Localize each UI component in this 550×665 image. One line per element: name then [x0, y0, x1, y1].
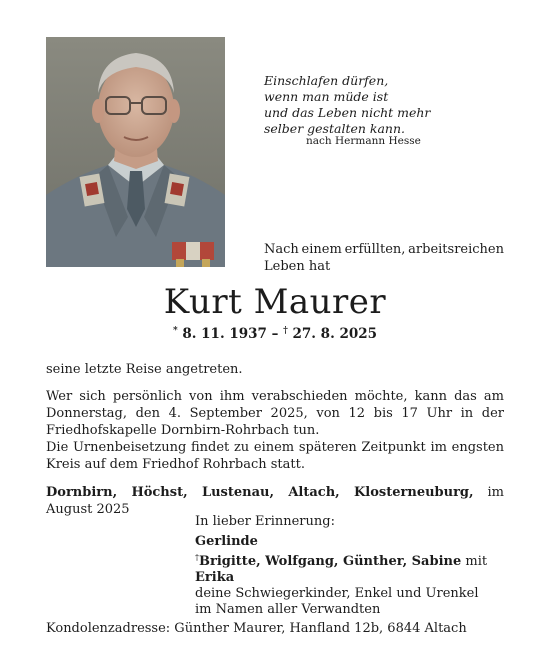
cross-symbol: †	[195, 553, 199, 562]
intro-word: arbeitsreichen	[408, 242, 504, 257]
portrait-illustration	[46, 37, 225, 267]
mourner-partner: Erika	[195, 570, 235, 585]
death-date: 27. 8. 2025	[292, 326, 378, 342]
life-dates	[0, 326, 550, 342]
quote-attribution: nach Hermann Hesse	[306, 135, 421, 147]
deceased-name: Kurt Maurer	[163, 282, 387, 322]
mourner-line: deine Schwiegerkinder, Enkel und Urenkel	[195, 586, 479, 601]
quote-line: Einschlafen dürfen,	[264, 73, 389, 88]
mourner-line: im Namen aller Verwandten	[195, 602, 381, 617]
intro-line-2: Leben hat	[264, 259, 331, 274]
mourner-first: Gerlinde	[195, 534, 258, 549]
farewell-paragraph: Wer sich persönlich von ihm verabschieden möchte, kann das am Donnerstag, den 4. September 2025, von 12 bis 17 Uhr in der Friedhofskapelle Dornbirn-Rohrbach tun.	[46, 389, 504, 438]
burial-paragraph: Die Urnenbeisetzung findet zu einem späteren Zeitpunkt im engsten Kreis auf dem Friedhof Rohrbach statt.	[46, 440, 504, 472]
quote-line: und das Leben nicht mehr	[264, 105, 431, 120]
quote-line: wenn man müde ist	[264, 89, 389, 104]
death-symbol: †	[283, 326, 288, 336]
places: Dornbirn, Höchst, Lustenau, Altach, Klosterneuburg,	[46, 485, 474, 500]
portrait-photo	[46, 37, 225, 267]
quote	[264, 73, 504, 137]
mourner-connector: mit	[465, 554, 488, 569]
body-paragraph: seine letzte Reise angetreten.	[46, 362, 243, 377]
mourner-children: Brigitte, Wolfgang, Günther, Sabine	[199, 554, 462, 569]
birth-date: 8. 11. 1937 –	[182, 326, 279, 342]
intro-word: Nach	[264, 242, 299, 257]
intro-text	[264, 241, 504, 275]
condolence-address: Kondolenzadresse: Günther Maurer, Hanfland 12b, 6844 Altach	[46, 621, 467, 636]
quote-line: selber gestalten kann.	[264, 121, 405, 136]
mourners-block	[195, 514, 515, 618]
intro-word: einem	[301, 242, 342, 257]
intro-word: erfüllten,	[344, 242, 406, 257]
place-date: im August 2025	[46, 485, 504, 517]
birth-symbol: *	[172, 326, 178, 336]
places-line	[46, 484, 504, 518]
mourners-heading: In lieber Erinnerung:	[195, 514, 335, 529]
